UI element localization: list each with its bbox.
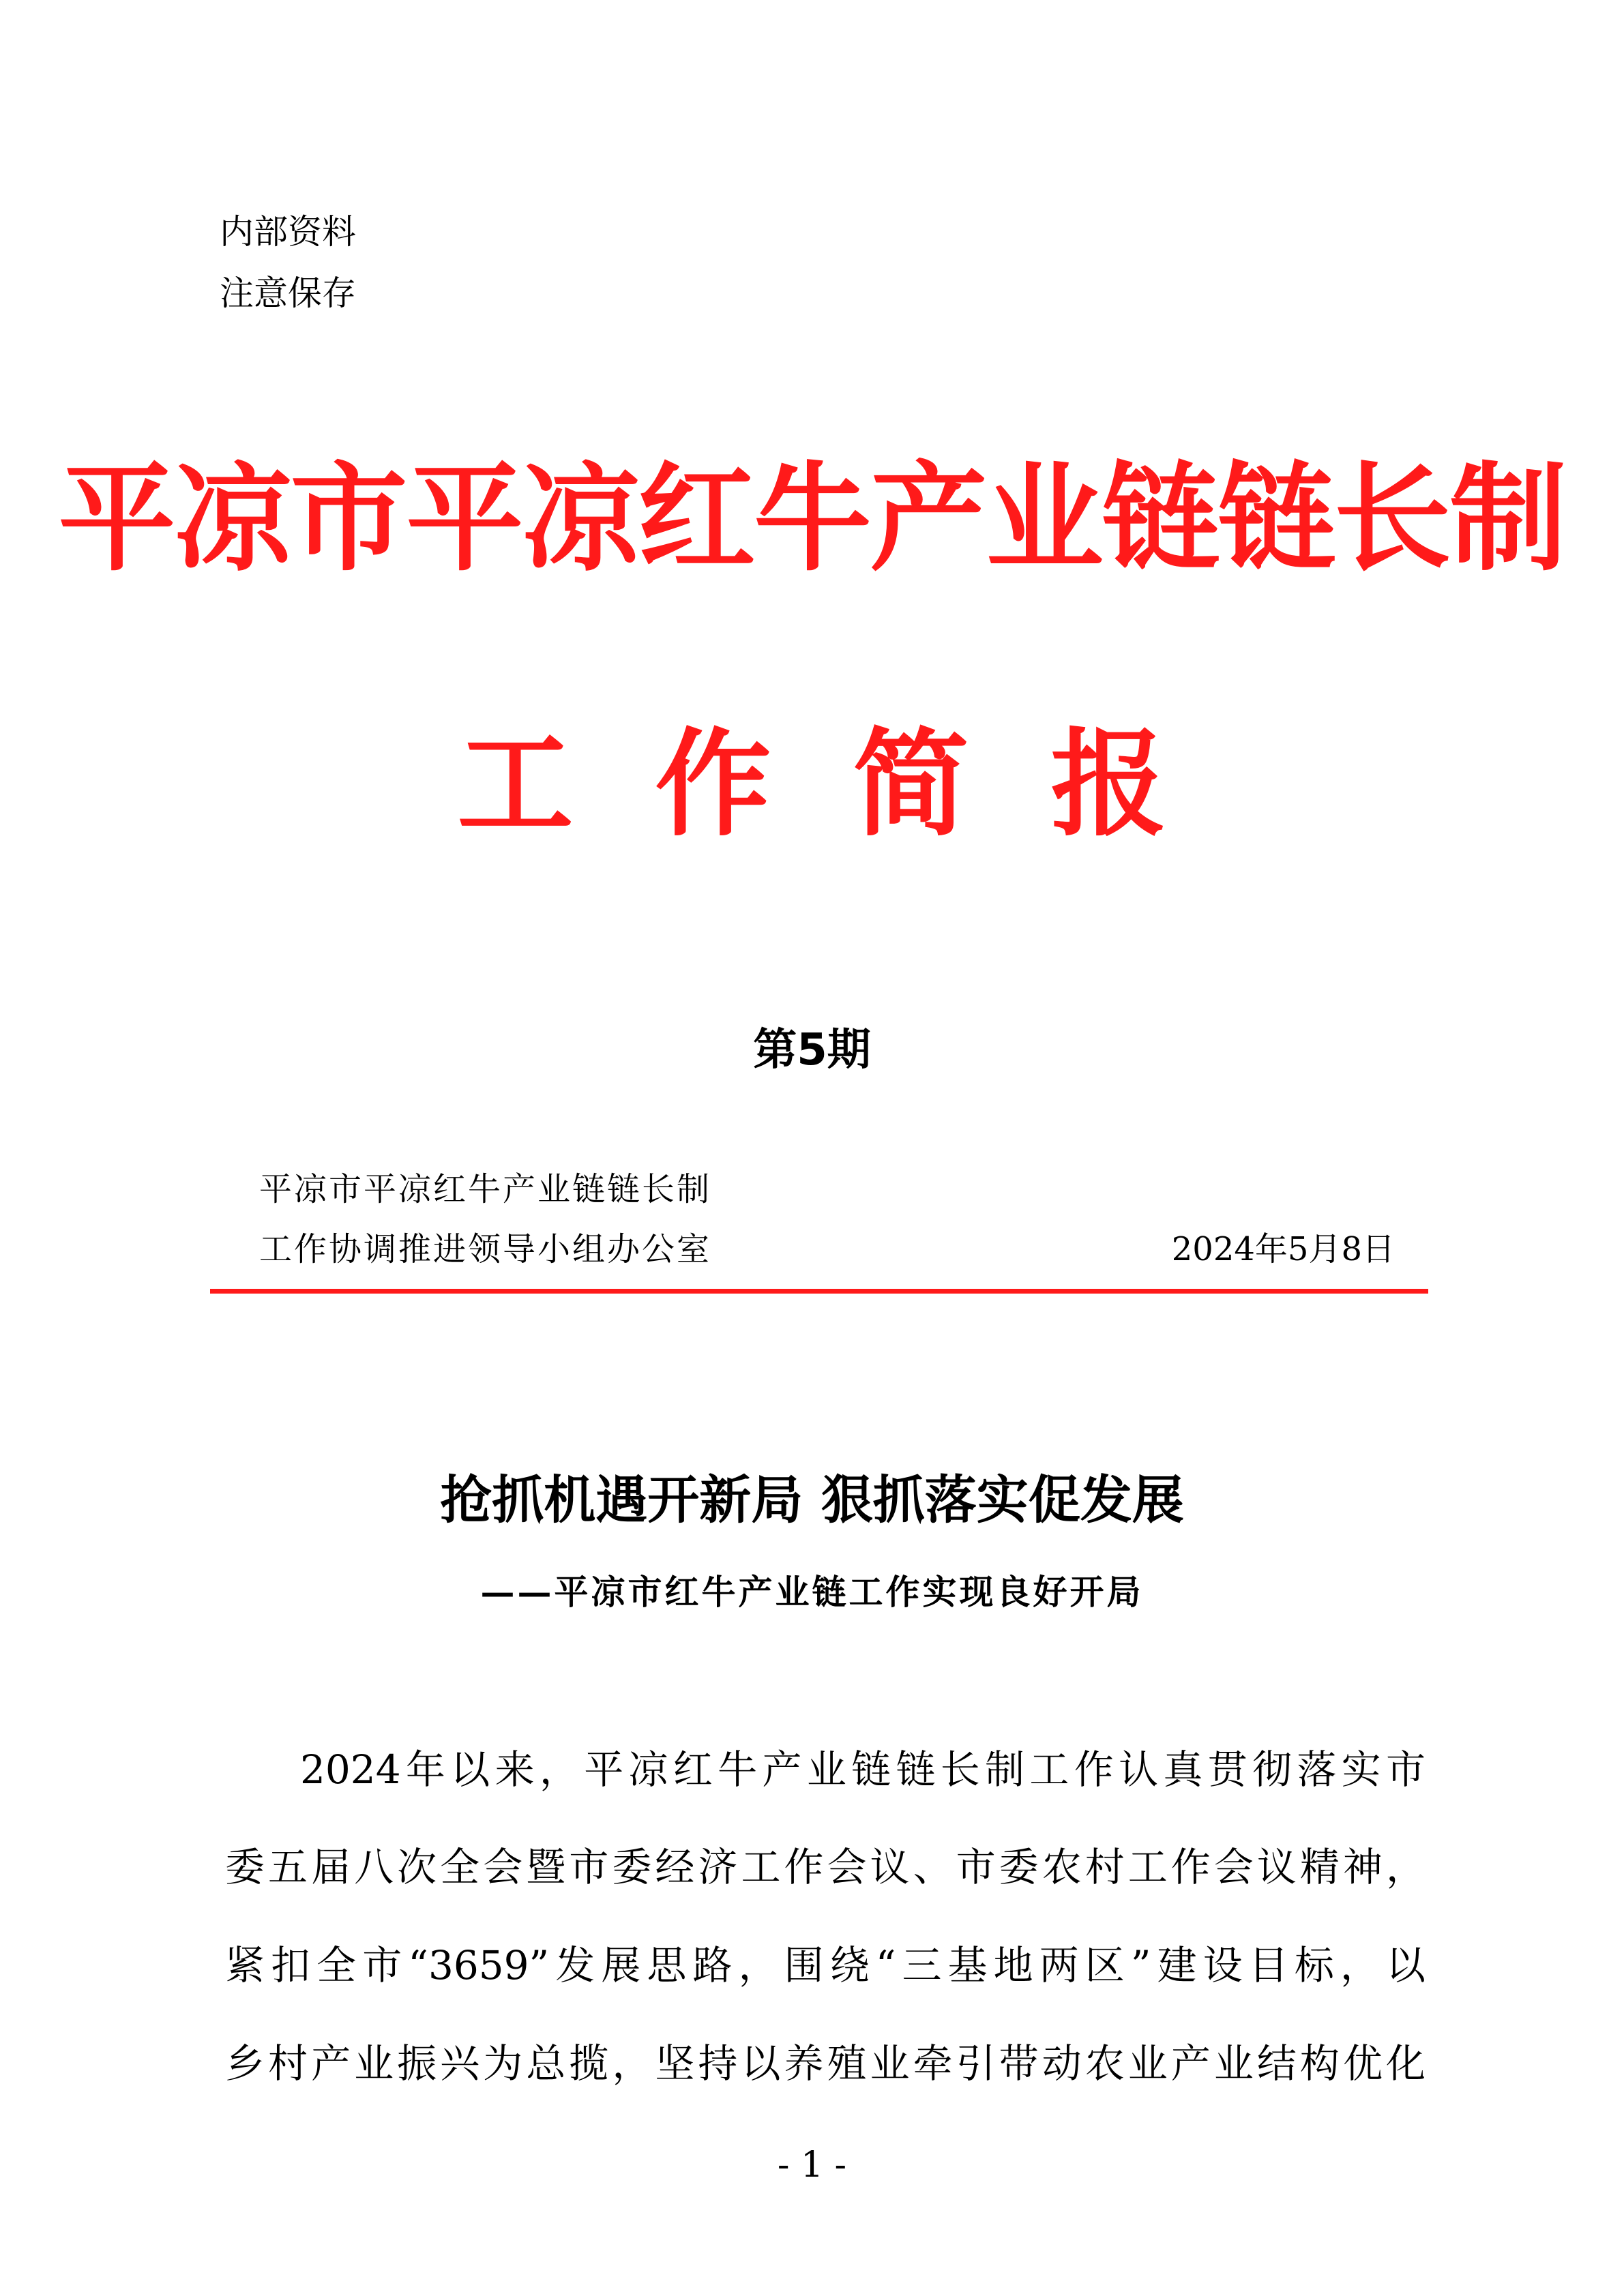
red-divider-line bbox=[210, 1289, 1428, 1294]
issuer-line-2: 工作协调推进领导小组办公室 bbox=[259, 1230, 712, 1268]
article-subtitle: ——平凉市红牛产业链工作实现良好开局 bbox=[480, 1572, 1144, 1612]
keep-safe-label: 注意保存 bbox=[220, 273, 356, 313]
body-paragraph-line: 乡村产业振兴为总揽，坚持以养殖业牵引带动农业产业结构优化 bbox=[225, 2040, 1426, 2087]
masthead-title: 平凉市平凉红牛产业链链长制 bbox=[58, 449, 1566, 587]
body-paragraph-line: 紧扣全市“3659”发展思路，围绕“三基地两区”建设目标，以 bbox=[225, 1942, 1426, 1988]
masthead-subtitle: 工作简报 bbox=[457, 716, 1249, 852]
issue-date: 2024年5月8日 bbox=[1171, 1230, 1395, 1268]
issue-number: 第5期 bbox=[753, 1025, 871, 1075]
body-paragraph-line: 2024年以来，平凉红牛产业链链长制工作认真贯彻落实市 bbox=[300, 1746, 1426, 1793]
page-number: - 1 - bbox=[777, 2145, 847, 2186]
body-paragraph-line: 委五届八次全会暨市委经济工作会议、市委农村工作会议精神， bbox=[225, 1844, 1426, 1890]
article-title: 抢抓机遇开新局 狠抓落实促发展 bbox=[440, 1470, 1184, 1530]
issuer-line-1: 平凉市平凉红牛产业链链长制 bbox=[259, 1170, 712, 1208]
confidential-label: 内部资料 bbox=[220, 212, 356, 252]
